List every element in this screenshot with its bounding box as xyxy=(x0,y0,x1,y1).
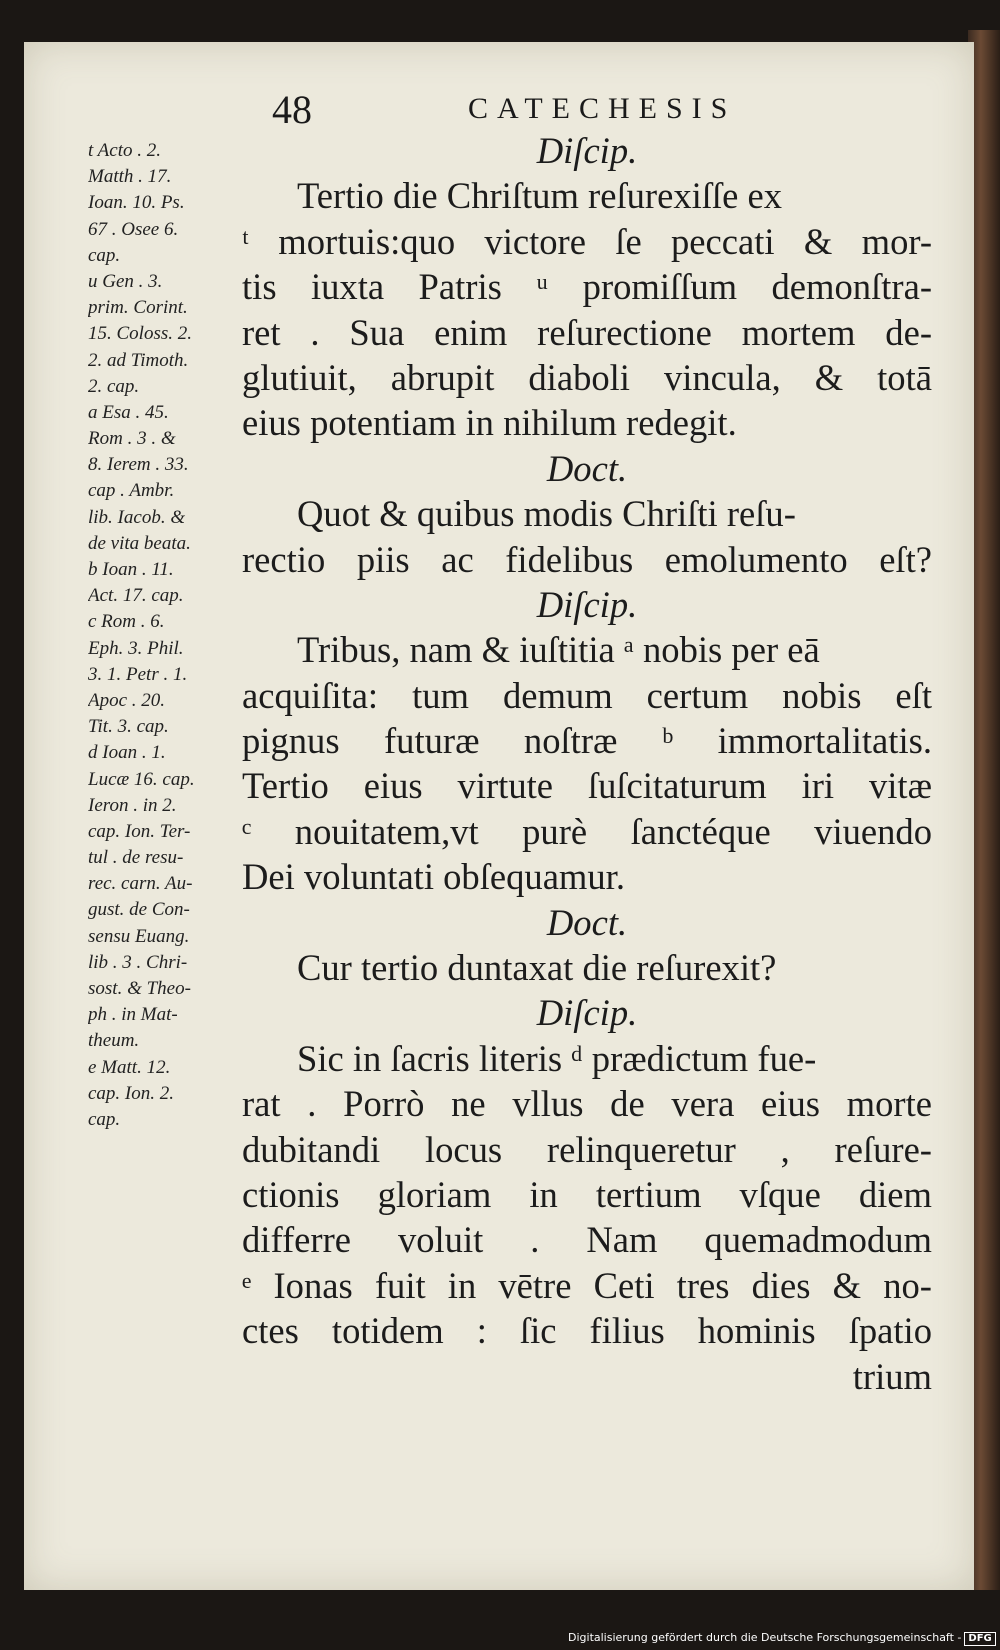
text-line: rectio piis ac fidelibus emolumento eſt? xyxy=(242,538,932,580)
text-line: Quot & quibus modis Chriſti reſu- xyxy=(297,493,796,535)
text-line: Dei voluntati obſequamur. xyxy=(242,856,625,898)
margin-note-line: Matth . 17. xyxy=(88,166,172,188)
digitization-credit xyxy=(568,1631,996,1646)
speaker-label: Diſcip. xyxy=(536,992,638,1034)
margin-note-line: de vita beata. xyxy=(88,532,191,554)
margin-note-line: tul . de resu- xyxy=(88,847,184,869)
margin-note-line: ph . in Mat- xyxy=(88,1004,178,1026)
text-line: ᵗ mortuis:quo victore ſe peccati & mor- xyxy=(242,220,932,262)
margin-note-line: sensu Euang. xyxy=(88,925,190,947)
text-line: glutiuit, abrupit diaboli vincula, & totā xyxy=(242,356,932,398)
margin-note-line: lib . 3 . Chri- xyxy=(88,951,188,973)
margin-note-line: c Rom . 6. xyxy=(88,611,165,633)
margin-note-line: t Acto . 2. xyxy=(88,140,162,161)
margin-note-line: cap. xyxy=(88,1108,121,1130)
margin-note-line: Apoc . 20. xyxy=(88,689,166,711)
text-line: eius potentiam in nihilum redegit. xyxy=(242,402,737,444)
text-line: ctes totidem : ſic filius hominis ſpatio xyxy=(242,1310,932,1352)
text-line: rat . Porrò ne vllus de vera eius morte xyxy=(242,1083,932,1125)
margin-note-line: theum. xyxy=(88,1030,140,1052)
speaker-label: Doct. xyxy=(546,901,628,943)
text-line: trium xyxy=(852,1355,932,1397)
margin-note-line: Eph. 3. Phil. xyxy=(88,637,184,659)
margin-note-line: 8. Ierem . 33. xyxy=(88,454,189,476)
margin-note-line: 15. Coloss. 2. xyxy=(88,323,192,345)
text-line: ctionis gloriam in tertium vſque diem xyxy=(242,1173,932,1215)
text-line: dubitandi locus relinqueretur , reſure- xyxy=(242,1128,932,1170)
text-line: Tertio die Chriſtum reſurexiſſe ex xyxy=(297,175,782,217)
margin-note-line: cap . Ambr. xyxy=(88,480,175,502)
text-line: Tribus, nam & iuſtitia ᵃ nobis per eā xyxy=(297,629,820,671)
text-line: Cur tertio duntaxat die reſurexit? xyxy=(297,947,777,989)
margin-note-line: prim. Corint. xyxy=(88,297,188,319)
margin-note-line: b Ioan . 11. xyxy=(88,559,174,580)
margin-note-line: Lucæ 16. cap. xyxy=(88,768,195,790)
margin-note-line: Rom . 3 . & xyxy=(88,428,176,450)
text-line: Sic in ſacris literis ᵈ prædictum fue- xyxy=(297,1037,817,1079)
margin-note-line: rec. carn. Au- xyxy=(88,873,193,895)
body-text xyxy=(242,128,932,1399)
margin-note-line: sost. & Theo- xyxy=(88,978,191,999)
margin-note-line: Ieron . in 2. xyxy=(88,794,177,816)
margin-note-line: cap. Ion. Ter- xyxy=(88,820,191,842)
text-line: ᶜ nouitatem,vt purè ſanctéque viuendo xyxy=(242,810,932,852)
margin-note-line: 2. cap. xyxy=(88,375,140,397)
margin-note-line: gust. de Con- xyxy=(88,899,190,921)
page-number: 48 xyxy=(272,87,312,132)
margin-note-line: 67 . Osee 6. xyxy=(88,218,179,240)
credit-text: Digitalisierung gefördert durch die Deutsche Forschungsgemeinschaft - xyxy=(568,1631,962,1644)
margin-notes xyxy=(88,138,243,1133)
speaker-label: Diſcip. xyxy=(536,583,638,625)
text-line: tis iuxta Patris ᵘ promiſſum demonſtra- xyxy=(242,266,932,308)
text-line: ret . Sua enim reſurectione mortem de- xyxy=(242,311,932,353)
text-line: differre voluit . Nam quemadmodum xyxy=(242,1219,932,1261)
margin-note-line: 3. 1. Petr . 1. xyxy=(88,663,188,685)
speaker-label: Doct. xyxy=(546,447,628,489)
speaker-label: Diſcip. xyxy=(536,130,638,171)
margin-note-line: u Gen . 3. xyxy=(88,270,163,292)
running-title: CATECHESIS xyxy=(468,92,737,125)
margin-note-line: 2. ad Timoth. xyxy=(88,349,189,371)
text-line: ᵉ Ionas fuit in vētre Ceti tres dies & no- xyxy=(242,1264,932,1306)
margin-note-line: d Ioan . 1. xyxy=(88,742,166,764)
margin-note-line: Ioan. 10. Ps. xyxy=(88,192,185,214)
margin-note-line: Tit. 3. cap. xyxy=(88,716,169,738)
margin-note-line: Act. 17. cap. xyxy=(88,585,184,607)
dfg-logo: DFG xyxy=(964,1632,995,1646)
text-line: acquiſita: tum demum certum nobis eſt xyxy=(242,674,932,716)
text-line: pignus futuræ noſtræ ᵇ immortalitatis. xyxy=(242,720,932,762)
margin-note-line: lib. Iacob. & xyxy=(88,506,186,528)
margin-note-line: cap. xyxy=(88,244,121,266)
text-line: Tertio eius virtute ſuſcitaturum iri vitæ xyxy=(242,765,932,807)
margin-note-line: a Esa . 45. xyxy=(88,401,169,423)
margin-note-line: cap. Ion. 2. xyxy=(88,1082,175,1104)
margin-note-line: e Matt. 12. xyxy=(88,1056,171,1078)
